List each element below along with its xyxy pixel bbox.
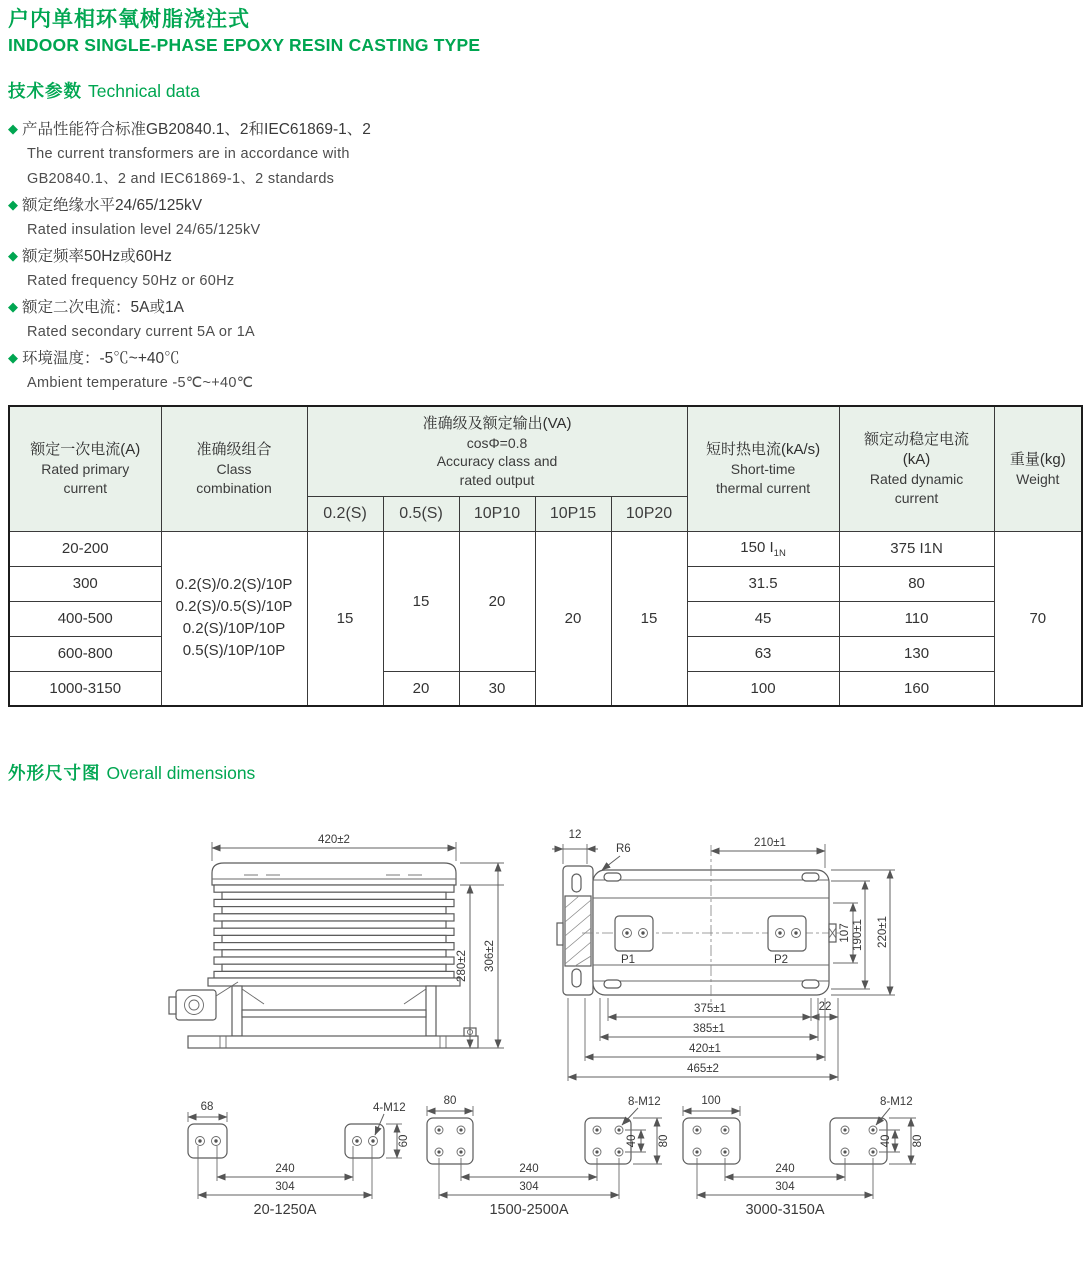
dimension-label: 240 [519,1163,539,1175]
cell-primary-current: 1000-3150 [9,671,161,706]
cell-10p10: 20 [459,531,535,671]
technical-data-table [8,405,1083,707]
dimension-label: 80 [912,1134,924,1148]
page-title-zh: 户内单相环氧树脂浇注式 [8,8,250,31]
cell-short-time: 45 [687,601,839,636]
dimension-label: 465±2 [687,1063,719,1075]
terminal-pad-p1 [615,916,653,951]
bullet-en: Rated secondary current 5A or 1A [27,324,256,340]
current-range-caption: 1500-2500A [489,1202,569,1218]
bullet-zh: 额定绝缘水平24/65/125kV [22,197,203,214]
dimension-label: 304 [775,1181,795,1193]
col-header-weight: 重量(kg) Weight [994,406,1082,531]
terminal-label: P2 [773,954,789,966]
col-header-primary-current: 额定一次电流(A) Rated primary current [9,406,161,531]
current-range-caption: 3000-3150A [745,1202,825,1218]
dimension-label: 240 [775,1163,795,1175]
cell-dynamic: 80 [839,566,994,601]
cell-primary-current: 600-800 [9,636,161,671]
cell-dynamic: 130 [839,636,994,671]
section-technical-en: Technical data [88,81,200,101]
bullet-item [8,192,528,243]
mounting-feet-drawing [160,1076,1040,1241]
dimension-label: 40 [880,1134,892,1148]
dimension-label: 22 [818,1001,832,1013]
section-dimensions-en: Overall dimensions [106,763,256,783]
dimension-label: 107 [839,923,851,943]
diamond-bullet-icon: ◆ [8,299,18,314]
side-view-svg [168,818,540,1063]
bullet-item [8,243,528,294]
cooling-fins [214,885,454,978]
dimension-label: 280±2 [456,950,468,982]
cell-short-time: 100 [687,671,839,706]
sub-header-02s: 0.2(S) [307,496,383,531]
cell-class-combinations: 0.2(S)/0.2(S)/10P 0.2(S)/0.5(S)/10P 0.2(S)/10P/10P 0.5(S)/10P/10P [161,531,307,706]
bullet-zh: 环境温度：-5℃~+40℃ [22,350,180,367]
current-range-caption: 20-1250A [253,1202,317,1218]
terminal-pad-p2 [768,916,806,951]
bullet-en: The current transformers are in accordance with [27,146,350,162]
col-header-accuracy-output: 准确级及额定输出(VA) cosΦ=0.8 Accuracy class and rated output [307,406,687,496]
dimension-label: 240 [275,1163,295,1175]
bullet-en: Rated insulation level 24/65/125kV [27,222,261,238]
dimension-label: 210±1 [754,837,786,849]
sub-header-10p10: 10P10 [459,496,535,531]
dimension-label: 100 [701,1095,721,1107]
bullet-zh: 额定二次电流：5A或1A [22,299,184,316]
mounting-feet-svg [160,1076,1040,1236]
cell-02s: 15 [307,531,383,706]
dimension-label: 190±1 [852,919,864,951]
section-technical-zh: 技术参数 [8,81,82,101]
dimension-label: 68 [200,1101,214,1113]
bullet-item [8,345,528,396]
dimension-label: 60 [398,1134,410,1148]
bullet-item [8,116,528,192]
sub-header-05s: 0.5(S) [383,496,459,531]
dimension-label: 306±2 [484,940,496,972]
cell-short-time: 63 [687,636,839,671]
table-row [9,531,1082,566]
bullet-en: GB20840.1、2 and IEC61869-1、2 standards [27,171,335,187]
technical-bullet-list [8,116,528,396]
dimension-label: 375±1 [694,1003,726,1015]
dimension-label: 304 [275,1181,295,1193]
dimension-label: 385±1 [693,1023,725,1035]
section-dimensions-zh: 外形尺寸图 [8,763,101,783]
sub-header-10p20: 10P20 [611,496,687,531]
section-heading-dimensions [8,760,255,785]
bullet-en: Rated frequency 50Hz or 60Hz [27,273,235,289]
cell-primary-current: 400-500 [9,601,161,636]
dimension-label: R6 [616,843,631,855]
diamond-bullet-icon: ◆ [8,121,18,136]
dimension-label: 420±1 [689,1043,721,1055]
cell-05s: 15 [383,531,459,671]
cell-dynamic: 375 I1N [839,531,994,566]
top-view-svg [552,818,1088,1084]
dimension-label: 12 [568,829,582,841]
col-header-short-time-current: 短时热电流(kA/s) Short-time thermal current [687,406,839,531]
side-view-drawing [168,818,540,1068]
col-header-dynamic-current: 额定动稳定电流 (kA) Rated dynamic current [839,406,994,531]
dimension-label: 40 [626,1134,638,1148]
dimension-label: 220±1 [877,916,889,948]
bolt-callout: 4-M12 [373,1102,406,1114]
page-header [8,6,480,57]
feet-group-1500-2500A [427,1095,670,1218]
section-heading-technical [8,78,200,103]
top-view-drawing [552,818,1088,1089]
cell-10p15: 20 [535,531,611,706]
cell-05s-last: 20 [383,671,459,706]
terminal-label: P1 [620,954,636,966]
dimension-label: 80 [443,1095,457,1107]
cell-short-time: 150 $I_{1N}$ [687,531,839,566]
cell-short-time: 31.5 [687,566,839,601]
cell-primary-current: 20-200 [9,531,161,566]
cell-10p20: 15 [611,531,687,706]
cell-dynamic: 160 [839,671,994,706]
dimension-label: 420±2 [318,834,350,846]
cell-dynamic: 110 [839,601,994,636]
bolt-callout: 8-M12 [880,1096,913,1108]
diamond-bullet-icon: ◆ [8,350,18,365]
cell-weight: 70 [994,531,1082,706]
dimension-label: 80 [658,1134,670,1148]
feet-group-3000-3150A [683,1095,924,1218]
bolt-callout: 8-M12 [628,1096,661,1108]
cell-10p10-last: 30 [459,671,535,706]
col-header-class-combination: 准确级组合 Class combination [161,406,307,531]
page-title-en: INDOOR SINGLE-PHASE EPOXY RESIN CASTING TYPE [8,35,481,55]
cell-primary-current: 300 [9,566,161,601]
dimension-label: 304 [519,1181,539,1193]
bullet-en: Ambient temperature -5℃~+40℃ [27,375,254,391]
diamond-bullet-icon: ◆ [8,197,18,212]
sub-header-10p15: 10P15 [535,496,611,531]
feet-group-20-1250A [188,1101,410,1218]
bullet-zh: 产品性能符合标准GB20840.1、2和IEC61869-1、2 [22,121,371,138]
bullet-item [8,294,528,345]
bullet-zh: 额定频率50Hz或60Hz [22,248,172,265]
diamond-bullet-icon: ◆ [8,248,18,263]
